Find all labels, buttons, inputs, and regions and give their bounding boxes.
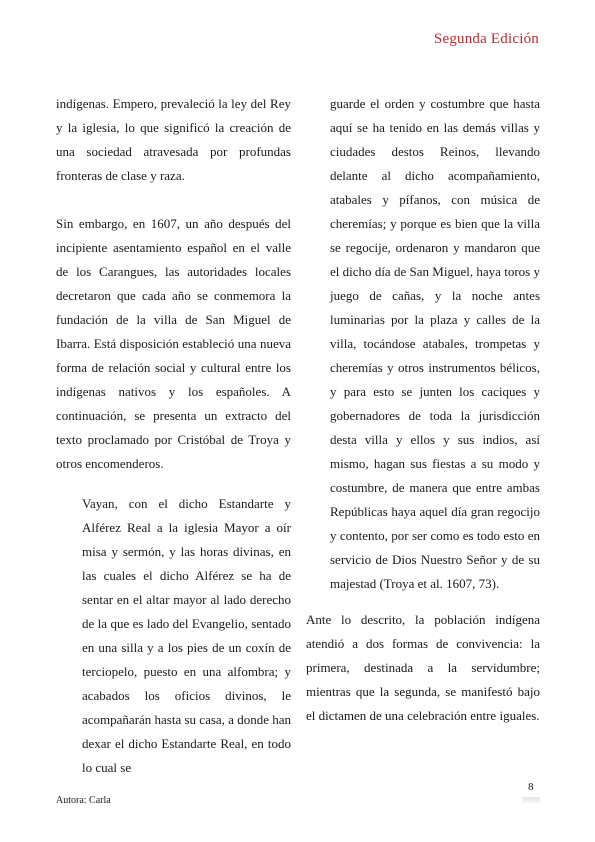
paragraph-after-quote: Ante lo descrito, la población indígena atendió a dos formas de convivencia: la primera, destinada a la servidumbre; mientras que la segunda, se manifestó bajo el dictamen de una celebración entre iguales. (306, 612, 540, 723)
paragraph-2: Sin embargo, en 1607, un año después del incipiente asentamiento español en el valle de los Carangues, las autoridades locales decretaron que cada año se conmemora la fundación de la villa de San Miguel de Ibarra. Está disposición estableció una nueva forma de relación social y cultural entre los indígenas nativos y los españoles. A continuación, se presenta un extracto del texto proclamado por Cristóbal de Troya y otros encomenderos. (56, 216, 291, 471)
block-quote-continuation: guarde el orden y costumbre que hasta aquí se ha tenido en las demás villas y ciudades destos Reinos, llevando delante al dicho acompañamiento, atabales y pífanos, con música de cheremías; y porque es bien que la villa se regocije, ordenaron y mandaron que el dicho día de San Miguel, haya toros y juego de cañas, y la noche antes luminarias por la plaza y calles de la villa, tocándose atabales, trompetas y cheremías y otros instrumentos bélicos, y para esto se junten los caciques y gobernadores de toda la jurisdicción desta villa y ellos y sus indios, así mismo, hagan sus fiestas a su modo y costumbre, de manera que entre ambas Repúblicas haya aquel día gran regocijo y contento, por ser como es todo esto en servicio de Dios Nuestro Señor y de su majestad (Troya et al. 1607, 73). (330, 96, 540, 591)
paragraph-gap (56, 188, 291, 212)
paragraph-after-wrap (306, 608, 540, 728)
block-quote: Vayan, con el dicho Estandarte y Alférez Real a la iglesia Mayor a oír misa y sermón, y las horas divinas, en las cuales el dicho Alférez se ha de sentar en el altar mayor al lado derecho de la que es lado del Evangelio, sentado en una silla y a los pies de un coxín de terciopelo, puesto en una alfombra; y acabados los oficios divinos, le acompañarán hasta su casa, a donde han dexar el dicho Estandarte Real, en todo lo cual se (82, 496, 291, 775)
page-number: 8 (528, 781, 534, 793)
header-title: Segunda Edición (433, 31, 539, 47)
paragraph-1: indígenas. Empero, prevaleció la ley del Rey y la iglesia, lo que significó la creación de una sociedad atravesada por profundas fronteras de clase y raza. (56, 96, 291, 183)
right-column (306, 92, 540, 728)
page-number-shadow (522, 797, 540, 803)
footer-author: Autora: Carla (56, 795, 111, 806)
left-column (56, 92, 291, 780)
